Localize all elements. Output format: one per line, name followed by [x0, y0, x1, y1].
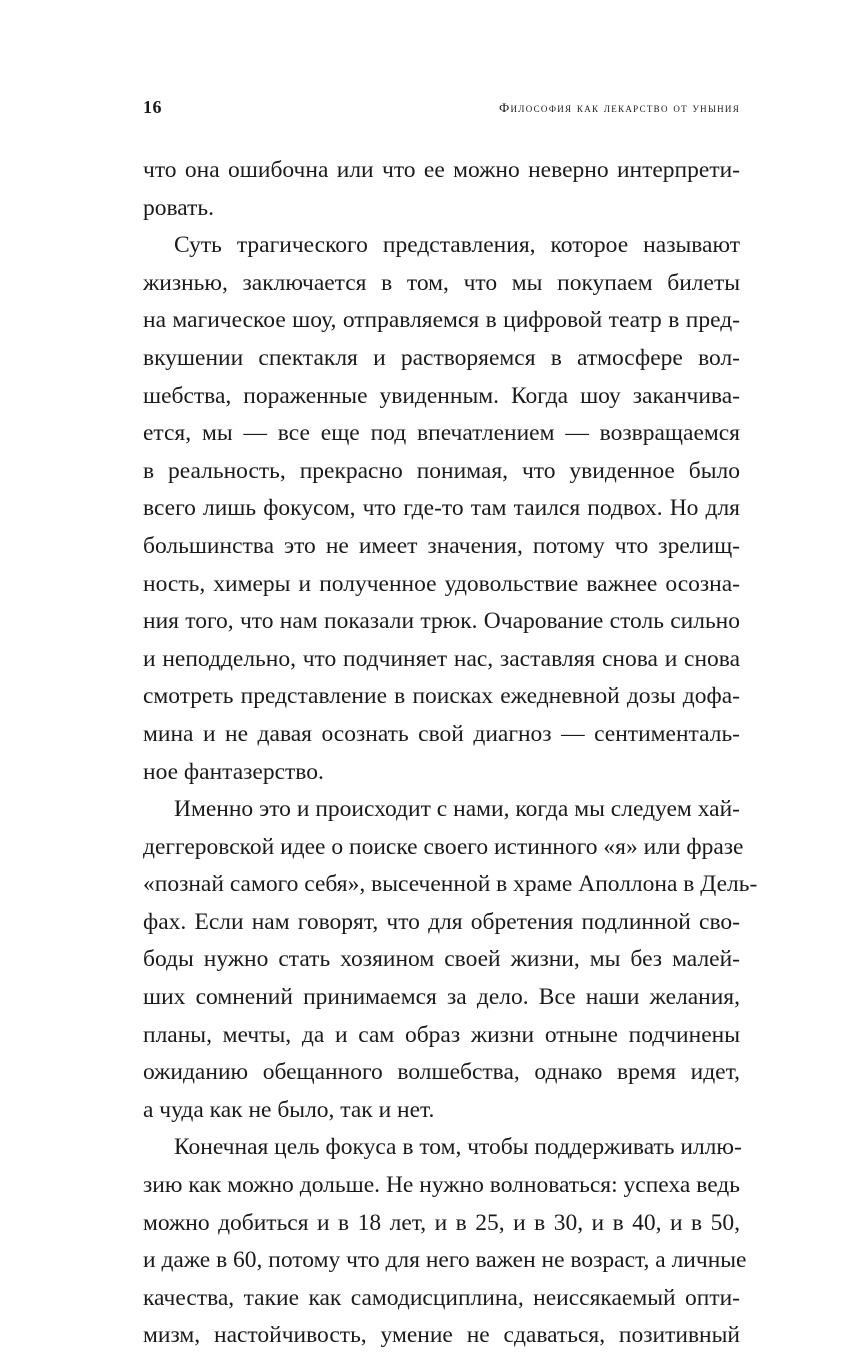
text-line: на магическое шоу, отправляемся в цифровой театр в пред-: [143, 307, 740, 334]
text-line: что она ошибочна или что ее можно неверно интерпрети-: [143, 157, 740, 183]
text-line: мизм, настойчивость, умение не сдаваться, позитивный: [143, 1322, 740, 1349]
text-line: зию как можно дольше. Не нужно волноваться: успеха ведь: [143, 1172, 740, 1199]
text-line: всего лишь фокусом, что где-то там таился подвох. Но для: [143, 495, 740, 522]
paragraph-first-line: Конечная цель фокуса в том, чтобы поддерживать иллю-: [174, 1134, 742, 1161]
body-text: [143, 152, 758, 1355]
text-line: а чуда как не было, так и нет.: [143, 1096, 435, 1123]
text-line: вкушении спектакля и растворяемся в атмосфере вол-: [143, 344, 740, 371]
text-line: качества, такие как самодисциплина, неиссякаемый опти-: [143, 1284, 740, 1311]
paragraph-first-line: Именно это и происходит с нами, когда мы следуем хай-: [174, 796, 740, 823]
text-line: ность, химеры и полученное удовольствие важнее осозна-: [143, 570, 740, 597]
text-line: боды нужно стать хозяином своей жизни, мы без малей-: [143, 946, 740, 973]
text-line: ровать.: [143, 194, 214, 221]
paragraph-first-line: Суть трагического представления, которое называют: [174, 232, 740, 259]
text-line: и неподдельно, что подчиняет нас, заставляя снова и снова: [143, 645, 740, 672]
text-line: шебства, пораженные увиденным. Когда шоу заканчива-: [143, 382, 740, 409]
text-line: смотреть представление в поисках ежедневной дозы дофа-: [143, 683, 740, 710]
text-line: ожиданию обещанного волшебства, однако время идет,: [143, 1059, 740, 1086]
text-line: мина и не давая осознать свой диагноз — сентименталь-: [143, 720, 740, 747]
text-line: ния того, что нам показали трюк. Очарование столь сильно: [143, 608, 740, 635]
text-line: и даже в 60, потому что для него важен не возраст, а личные: [143, 1247, 747, 1274]
text-line: большинства это не имеет значения, потому что зрелищ-: [143, 532, 740, 559]
running-title: Философия как лекарство от уныния: [498, 100, 740, 115]
text-line: ших сомнений принимаемся за дело. Все наши желания,: [143, 984, 740, 1011]
text-line: жизнью, заключается в том, что мы покупаем билеты: [143, 269, 740, 296]
text-line: ное фантазерство.: [143, 758, 324, 785]
text-line: можно добиться и в 18 лет, и в 25, и в 30, и в 40, и в 50,: [143, 1209, 740, 1236]
text-line: в реальность, прекрасно понимая, что увиденное было: [143, 457, 740, 484]
running-head: [143, 97, 740, 121]
text-line: деггеровской идее о поиске своего истинного «я» или фразе: [143, 833, 744, 860]
page-number: 16: [143, 97, 162, 117]
text-line: планы, мечты, да и сам образ жизни отныне подчинены: [143, 1021, 740, 1048]
text-line: «познай самого себя», высеченной в храме Аполлона в Дель-: [143, 871, 758, 898]
text-line: фах. Если нам говорят, что для обретения подлинной сво-: [143, 908, 740, 935]
text-line: ется, мы — все еще под впечатлением — возвращаемся: [143, 420, 740, 447]
